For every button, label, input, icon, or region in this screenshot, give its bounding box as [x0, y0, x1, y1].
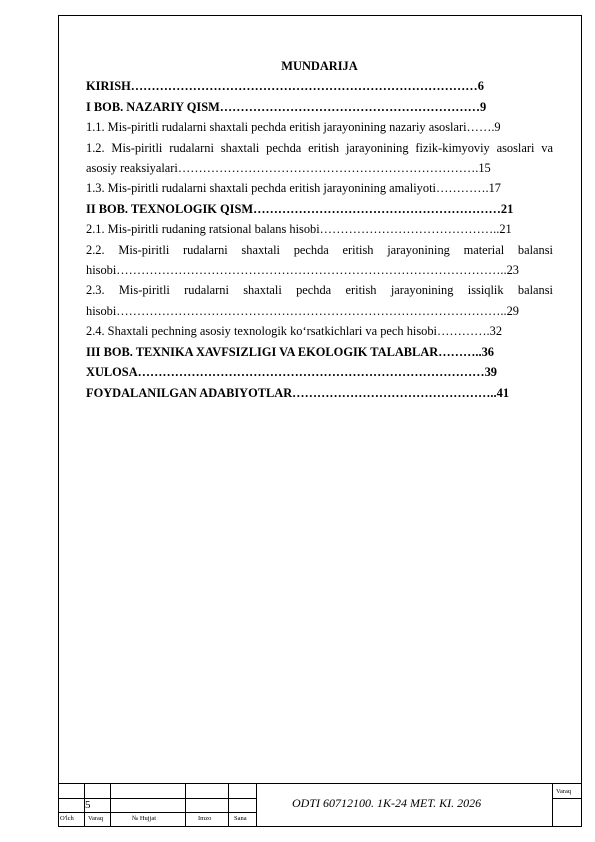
toc-entry-1-3: 1.3. Mis-piritli rudalarni shaxtali pechda eritish jarayonining amaliyoti………….17	[86, 181, 502, 196]
column-hujjat: № Hujjat	[132, 815, 157, 822]
toc-entry-2-2: 2.2. Mis-piritli rudalarni shaxtali pechda eritish jarayonining material balansi hisobi…………………………………………………………………………………..23	[86, 242, 553, 278]
title-block	[58, 783, 582, 827]
toc-title: MUNDARIJA	[281, 59, 358, 73]
toc-entry-kirish: KIRISH…………………………………………………………………………6	[86, 79, 484, 94]
column-olch: O'lch	[60, 815, 74, 822]
toc-entry-1-1: 1.1. Mis-piritli rudalarni shaxtali pechda eritish jarayonining nazariy asoslari…….9	[86, 120, 501, 135]
sheet-number: 5	[85, 799, 91, 811]
toc-entry-chapter-2: II BOB. TEXNOLOGIK QISM……………………………………………………21	[86, 201, 514, 216]
toc-entry-1-2: 1.2. Mis-piritli rudalarni shaxtali pechda eritish jarayonining fizik-kimyoviy asoslari va asosiy reaksiyalari……………………………………………………………….15	[86, 140, 553, 176]
varaq-label: Varaq	[556, 788, 572, 795]
column-imzo: Imzo	[198, 815, 212, 822]
toc-entry-chapter-3: III BOB. TEXNIKA XAVFSIZLIGI VA EKOLOGIK TALABLAR………..36	[86, 344, 494, 359]
toc-entry-2-3: 2.3. Mis-piritli rudalarni shaxtali pechda eritish jarayonining issiqlik balansi hisobi…………………………………………………………………………………..29	[86, 283, 553, 318]
column-sana: Sana	[234, 815, 247, 822]
toc-entry-xulosa: XULOSA…………………………………………………………………………39	[86, 365, 497, 380]
column-varaq: Varaq	[88, 815, 104, 822]
document-code: ODTI 60712100. 1K-24 MET. KI. 2026	[292, 796, 482, 810]
toc-entry-references: FOYDALANILGAN ADABIYOTLAR…………………………………………..41	[86, 385, 510, 400]
toc-entry-2-1: 2.1. Mis-piritli rudaning ratsional balans hisobi……………………………………..21	[86, 222, 512, 237]
toc-entry-2-4: 2.4. Shaxtali pechning asosiy texnologik ko‘rsatkichlari va pech hisobi………….32	[86, 324, 503, 339]
toc-entry-chapter-1: I BOB. NAZARIY QISM………………………………………………………9	[86, 99, 487, 114]
table-of-contents	[86, 56, 553, 403]
